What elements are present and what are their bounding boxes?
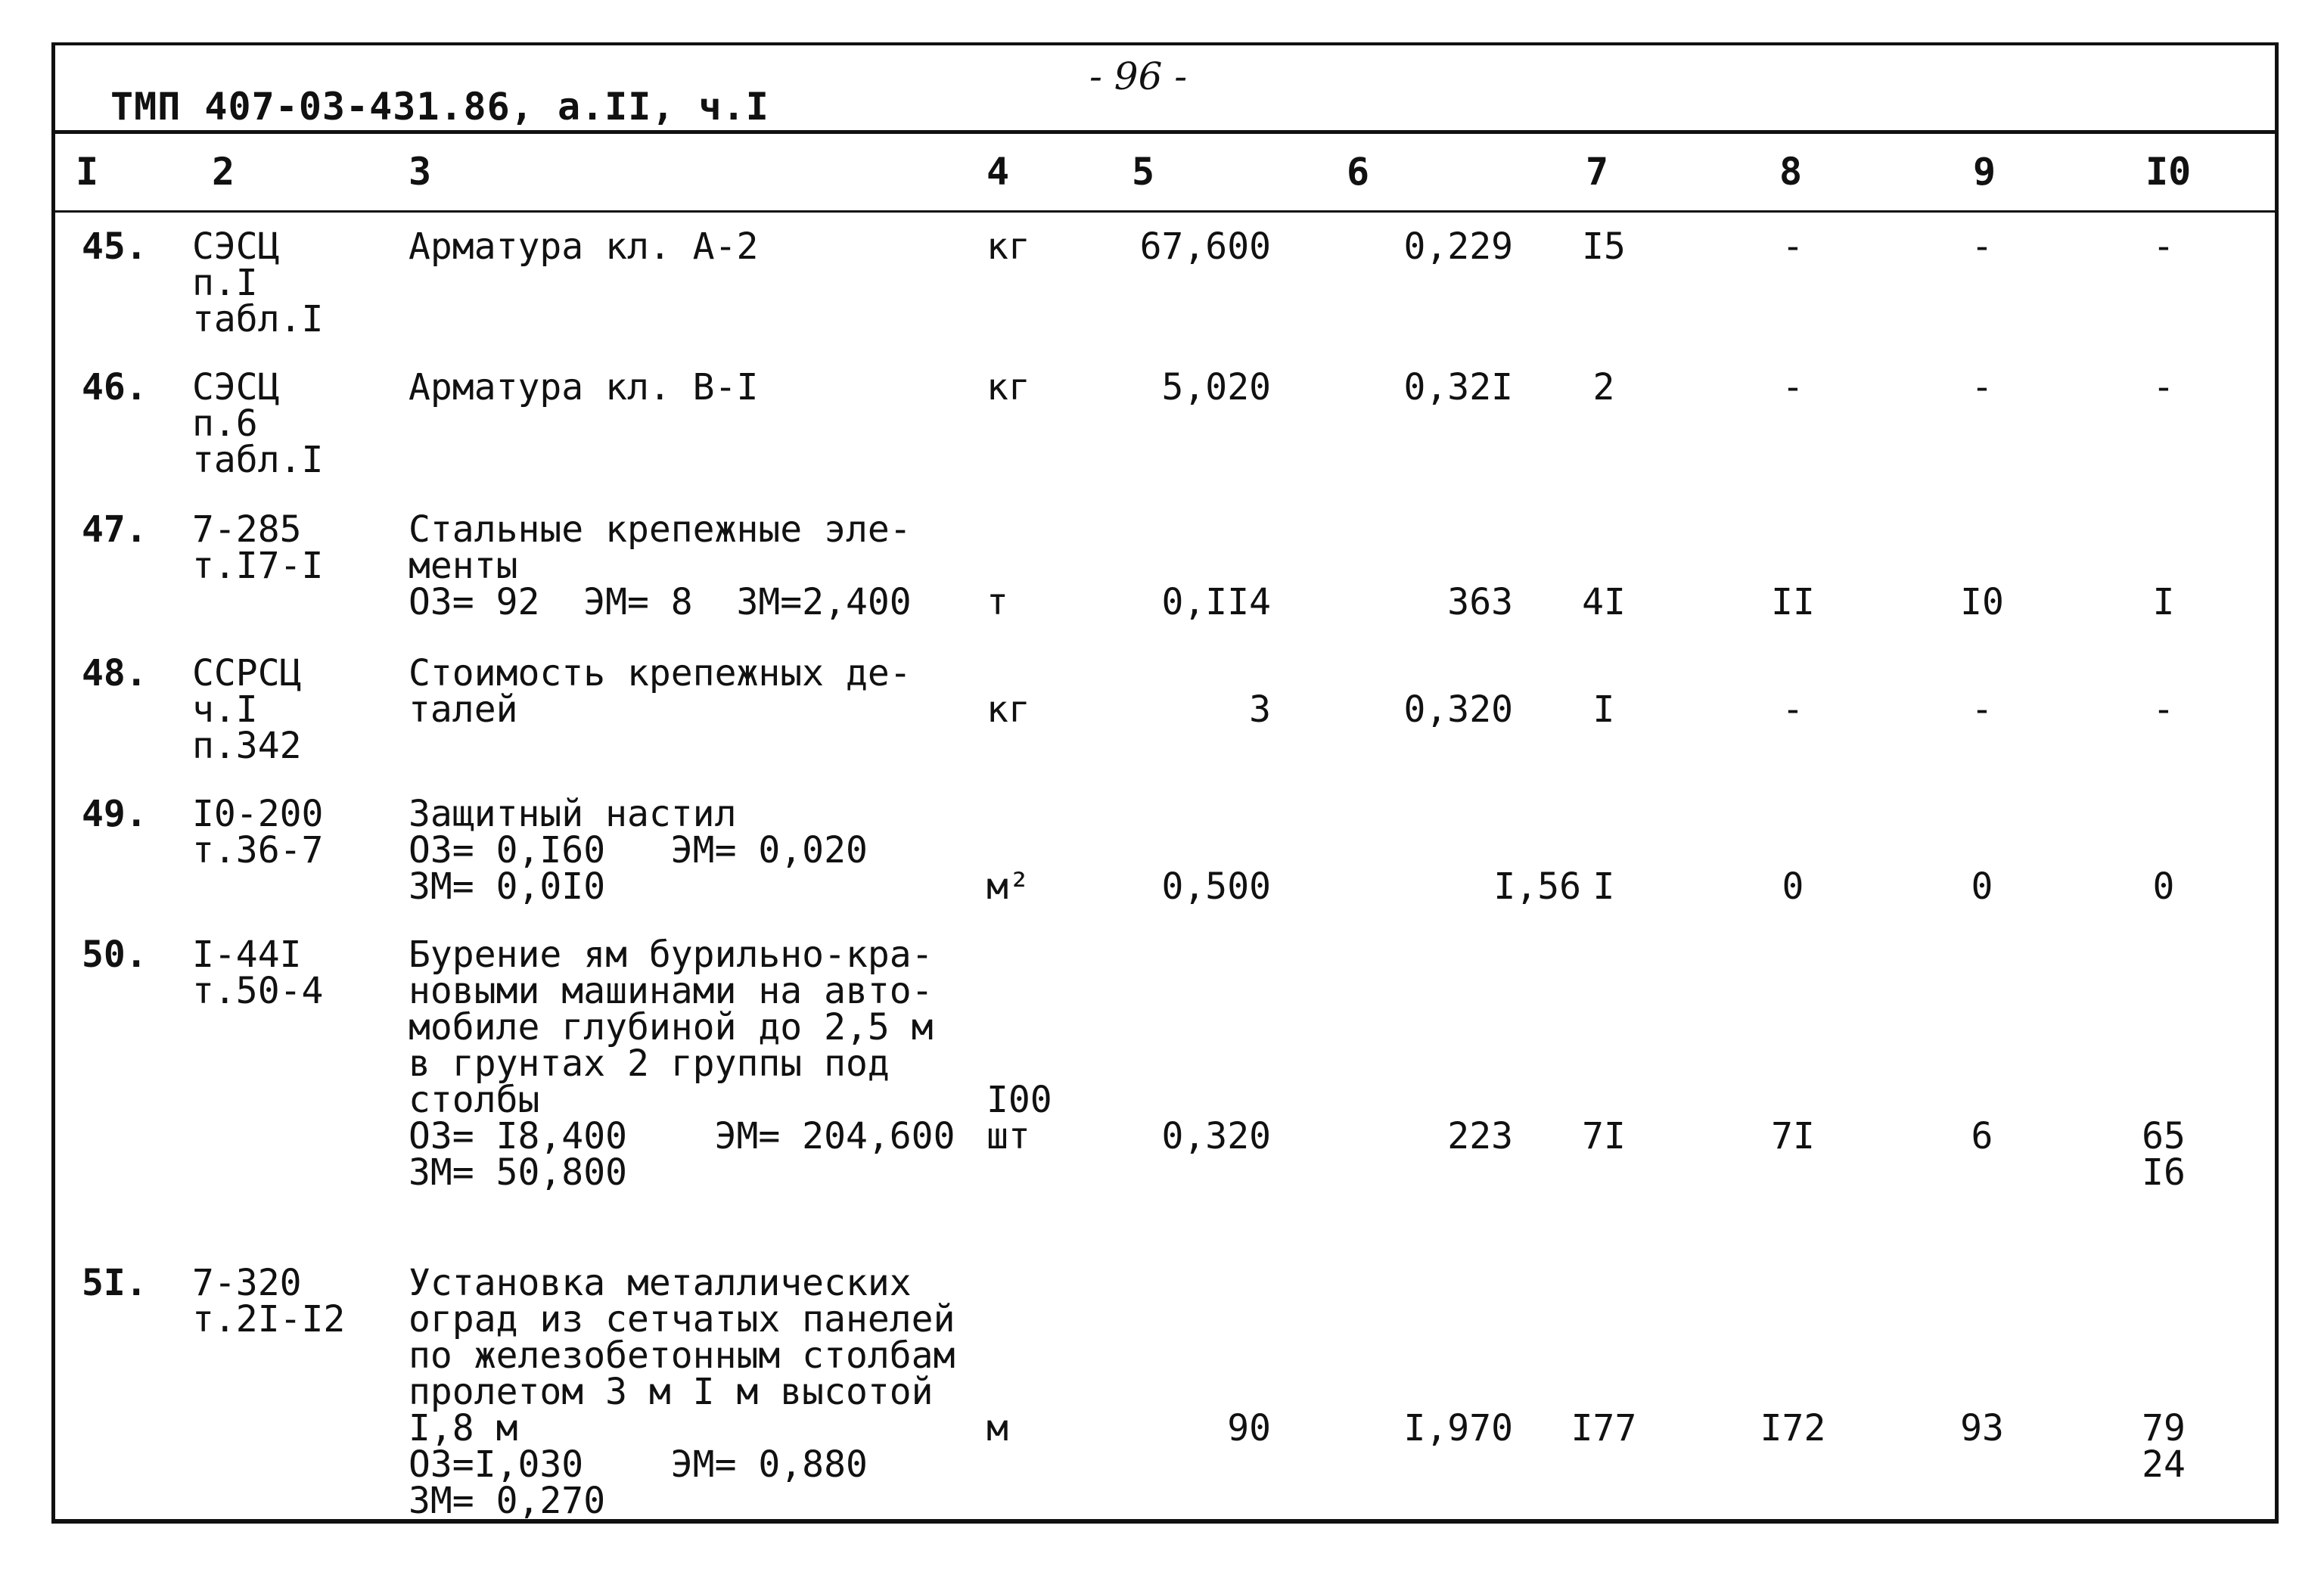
norm-code-line: I-44I <box>192 934 302 976</box>
machine-cost: 0 <box>1971 865 1993 908</box>
work-description-line: новыми машинами на авто- <box>409 970 934 1012</box>
unit-line: I00 <box>986 1079 1052 1121</box>
work-description-line: столбы <box>409 1079 540 1121</box>
unit-line: кг <box>986 688 1030 731</box>
quantity: 0,II4 <box>1161 581 1271 623</box>
operator-wages-line: 79 <box>2142 1407 2186 1449</box>
work-description-line: ЗМ= 0,270 <box>409 1480 606 1522</box>
total-cost: 7I <box>1582 1115 1626 1157</box>
column-header-5: 5 <box>1132 150 1155 194</box>
norm-code-line: 7-320 <box>192 1262 302 1304</box>
total-cost: I5 <box>1582 225 1626 268</box>
quantity: 0,320 <box>1161 1115 1271 1157</box>
wages: - <box>1782 225 1804 268</box>
wages: 0 <box>1782 865 1804 908</box>
unit-line: м² <box>986 865 1030 908</box>
norm-code-line: I0-200 <box>192 793 324 835</box>
total-cost: I77 <box>1571 1407 1637 1449</box>
norm-code-line: СЭСЦ <box>192 366 280 409</box>
quantity: 3 <box>1249 688 1271 731</box>
unit-line: м <box>986 1407 1008 1449</box>
column-header-2: 2 <box>212 150 235 194</box>
machine-cost: 6 <box>1971 1115 1993 1157</box>
norm-code-line: ч.I <box>192 688 258 731</box>
work-description-line: талей <box>409 688 518 731</box>
work-description-line: Защитный настил <box>409 793 737 835</box>
norm-code-line: т.I7-I <box>192 545 324 587</box>
unit-cost: I,56 <box>1493 865 1581 908</box>
quantity: 0,500 <box>1161 865 1271 908</box>
quantity: 5,020 <box>1161 366 1271 409</box>
work-description-line: ЗМ= 0,0I0 <box>409 865 606 908</box>
quantity: 67,600 <box>1139 225 1271 268</box>
norm-code-line: табл.I <box>192 298 324 340</box>
work-description-line: Стоимость крепежных де- <box>409 652 912 694</box>
total-cost: 2 <box>1592 366 1615 409</box>
document-code: ТМП 407-03-431.86, а.II, ч.I <box>110 85 769 129</box>
norm-code-line: СЭСЦ <box>192 225 280 268</box>
work-description-line: ОЗ=I,030 ЭМ= 0,880 <box>409 1443 868 1486</box>
unit-cost: 363 <box>1447 581 1513 623</box>
work-description-line: Установка металлических <box>409 1262 912 1304</box>
work-description-line: оград из сетчатых панелей <box>409 1298 955 1341</box>
operator-wages-line: I6 <box>2142 1151 2186 1194</box>
norm-code-line: табл.I <box>192 439 324 481</box>
norm-code-line: п.I <box>192 262 258 304</box>
quantity: 90 <box>1227 1407 1271 1449</box>
machine-cost: - <box>1971 225 1993 268</box>
operator-wages-line: - <box>2152 688 2175 731</box>
total-cost: 4I <box>1582 581 1626 623</box>
unit-line: кг <box>986 366 1030 409</box>
norm-code-line: т.50-4 <box>192 970 324 1012</box>
row-number: 47. <box>82 508 148 551</box>
norm-code-line: п.342 <box>192 725 302 767</box>
norm-code-line: 7-285 <box>192 508 302 551</box>
operator-wages-line: - <box>2152 225 2175 268</box>
norm-code-line: п.6 <box>192 402 258 445</box>
unit-cost: 223 <box>1447 1115 1513 1157</box>
page-number: - 96 - <box>1089 54 1188 98</box>
operator-wages-line: 0 <box>2152 865 2175 908</box>
operator-wages-line: 65 <box>2142 1115 2186 1157</box>
work-description-line: в грунтах 2 группы под <box>409 1042 890 1085</box>
unit-line: т <box>986 581 1008 623</box>
operator-wages-line: 24 <box>2142 1443 2186 1486</box>
work-description-line: ОЗ= 92 ЭМ= 8 ЗМ=2,400 <box>409 581 912 623</box>
operator-wages-line: I <box>2152 581 2175 623</box>
work-description-line: ОЗ= I8,400 ЭМ= 204,600 <box>409 1115 955 1157</box>
work-description-line: по железобетонным столбам <box>409 1334 955 1377</box>
unit-line: шт <box>986 1115 1030 1157</box>
machine-cost: - <box>1971 366 1993 409</box>
work-description-line: пролетом 3 м I м высотой <box>409 1371 934 1413</box>
machine-cost: I0 <box>1960 581 2004 623</box>
wages: - <box>1782 688 1804 731</box>
column-header-8: 8 <box>1779 150 1803 194</box>
row-number: 46. <box>82 366 148 409</box>
work-description-line: ЗМ= 50,800 <box>409 1151 627 1194</box>
column-header-6: 6 <box>1347 150 1370 194</box>
column-header-10: I0 <box>2145 150 2192 194</box>
column-header-rule <box>51 210 2279 213</box>
column-header-1: I <box>76 150 99 194</box>
norm-code-line: т.2I-I2 <box>192 1298 346 1341</box>
row-number: 5I. <box>82 1262 148 1304</box>
machine-cost: - <box>1971 688 1993 731</box>
unit-cost: 0,320 <box>1403 688 1513 731</box>
total-cost: I <box>1592 688 1615 731</box>
work-description-line: мобиле глубиной до 2,5 м <box>409 1006 934 1049</box>
operator-wages-line: - <box>2152 366 2175 409</box>
work-description-line: Арматура кл. В-I <box>409 366 759 409</box>
column-header-9: 9 <box>1973 150 1996 194</box>
wages: I72 <box>1760 1407 1826 1449</box>
row-number: 49. <box>82 793 148 835</box>
machine-cost: 93 <box>1960 1407 2004 1449</box>
column-header-7: 7 <box>1586 150 1609 194</box>
wages: - <box>1782 366 1804 409</box>
unit-line: кг <box>986 225 1030 268</box>
row-number: 50. <box>82 934 148 976</box>
norm-code-line: т.36-7 <box>192 829 324 871</box>
work-description-line: I,8 м <box>409 1407 518 1449</box>
work-description-line: Стальные крепежные эле- <box>409 508 912 551</box>
work-description-line: Арматура кл. А-2 <box>409 225 759 268</box>
norm-code-line: ССРСЦ <box>192 652 302 694</box>
total-cost: I <box>1592 865 1615 908</box>
work-description-line: Бурение ям бурильно-кра- <box>409 934 934 976</box>
unit-cost: 0,229 <box>1403 225 1513 268</box>
unit-cost: I,970 <box>1403 1407 1513 1449</box>
unit-cost: 0,32I <box>1403 366 1513 409</box>
row-number: 48. <box>82 652 148 694</box>
work-description-line: ОЗ= 0,I60 ЭМ= 0,020 <box>409 829 868 871</box>
column-header-3: 3 <box>409 150 432 194</box>
wages: 7I <box>1771 1115 1815 1157</box>
work-description-line: менты <box>409 545 518 587</box>
row-number: 45. <box>82 225 148 268</box>
column-header-4: 4 <box>986 150 1010 194</box>
header-rule <box>51 130 2279 134</box>
wages: II <box>1771 581 1815 623</box>
